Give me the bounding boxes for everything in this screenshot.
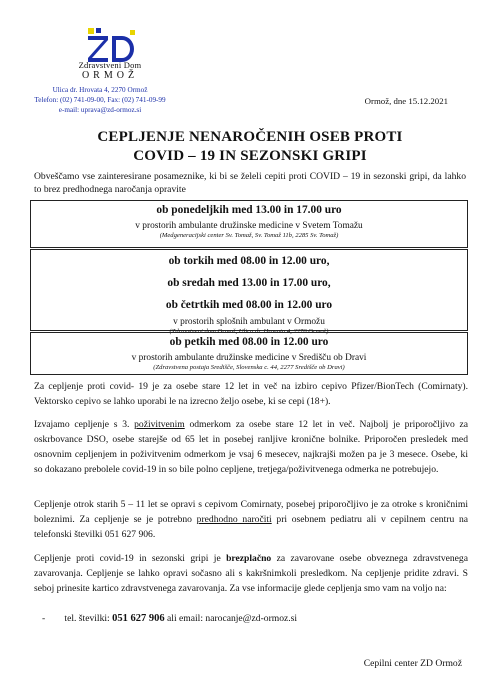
org-email[interactable]: e-mail: uprava@zd-ormoz.si (58, 106, 142, 114)
children-text-b: pri osebnem pediatru ali v cepilnem centru na telefonski številki 051 627 906. (34, 514, 468, 540)
children-underlined: predhodno naročiti (196, 514, 272, 525)
schedule-day: ob četrtkih med 08.00 in 12.00 uro (165, 299, 333, 311)
email-label: ali email: (167, 613, 203, 624)
schedule-box-sv-tomaz (30, 200, 468, 248)
document-date: Ormož, dne 15.12.2021 (364, 96, 448, 106)
schedule-location: v prostorih ambulante družinske medicine v Svetem Tomažu (135, 221, 363, 231)
contact-line (42, 613, 297, 624)
schedule-day: ob sredah med 13.00 in 17.00 uro, (167, 277, 331, 289)
children-text-a: Cepljenje otrok starih 5 – 11 let se opravi s cepivom Comirnaty, posebej priporočljivo je za otroke s kroničnimi boleznimi. Za cepljenje se je potrebno (34, 499, 468, 525)
booster-text-b: odmerkom za osebe stare 12 let in več. Najbolj je priporočljivo za oskrbovance DSO, osebe starejše od 65 let in posebej ranljive kronične bolnike. Priporočen presledek med osnovnim cepljenjem in poživitvenim odmerkom je vsaj 6 mesecev, najkrajši možen pa je 3 mesece. Osebe, ki so dokazano prebolele covid-19 in so bile polno cepljene, tretjega/poživitvenega odmerka ne potrebujejo. (34, 419, 468, 475)
intro-paragraph: Obveščamo vse zainteresirane posameznike, ki bi se želeli cepiti proti COVID – 19 in sezonski gripi, da lahko to brez predhodnega naročanja opravite (34, 171, 466, 195)
list-bullet: - (42, 613, 46, 624)
title-line-1: CEPLJENJE NENAROČENIH OSEB PROTI (97, 129, 403, 145)
schedule-address: (Medgeneracijski center Sv. Tomaž, Sv. Tomaž 11b, 2285 Sv. Tomaž) (159, 232, 339, 239)
phone-number[interactable]: 051 627 906 (112, 613, 165, 624)
title-line-2: COVID – 19 IN SEZONSKI GRIPI (133, 148, 367, 164)
phone-label: tel. številki: (64, 613, 110, 624)
children-paragraph (34, 497, 468, 542)
booster-paragraph (34, 417, 468, 477)
schedule-address: (Zdravstveni dom Ormož, Ulica dr. Hrovata 4, 2270 Ormož) (169, 328, 329, 335)
org-city: ORMOŽ (81, 70, 139, 81)
vaccine-choice-paragraph: Za cepljenje proti covid- 19 je za osebe stare 12 let in več na izbiro cepivo Pfizer/BionTech (Comirnaty). Vektorsko cepivo se lahko uporabi le na izrecno željo osebe, ki se cepi (18+). (34, 381, 468, 407)
schedule-box-sredisce (30, 332, 468, 375)
free-text-a: Cepljenje proti covid-19 in sezonski gripi je (34, 553, 227, 564)
free-bold: brezplačno (226, 553, 272, 564)
contact-email[interactable]: narocanje@zd-ormoz.si (205, 613, 298, 624)
free-of-charge-paragraph (34, 551, 468, 596)
signature: Cepilni center ZD Ormož (363, 658, 462, 669)
zd-logo-icon (82, 28, 138, 64)
schedule-location: v prostorih splošnih ambulant v Ormožu (173, 317, 325, 327)
schedule-day: ob petkih med 08.00 in 12.00 uro (169, 336, 329, 348)
schedule-location: v prostorih ambulante družinske medicine v Središču ob Dravi (131, 353, 367, 363)
org-name: Zdravstveni Dom (78, 60, 142, 70)
booster-text-a: Izvajamo cepljenje s 3. (34, 419, 135, 430)
schedule-day: ob ponedeljkih med 13.00 in 17.00 uro (156, 204, 342, 216)
schedule-address: (Zdravstvena postaja Središče, Slovenska c. 44, 2277 Središče ob Dravi) (153, 364, 345, 371)
org-address: Ulica dr. Hrovata 4, 2270 Ormož (52, 86, 148, 94)
booster-underlined: poživitvenim (134, 419, 185, 430)
schedule-day: ob torkih med 08.00 in 12.00 uro, (168, 255, 330, 267)
free-text-b: za zavarovane osebe obveznega zdravstvenega zavarovanja. Cepljenje se lahko opravi sočasno ali s kakršnimkoli presledkom. Na cepljenje pridite zdravi. S seboj prinesite kartico zdravstvenega zavarovanja. Za vse informacije glede cepljenja smo vam na voljo na: (34, 553, 468, 594)
org-phone-fax: Telefon: (02) 741-09-00, Fax: (02) 741-09-99 (34, 96, 166, 104)
schedule-box-ormoz (30, 249, 468, 335)
